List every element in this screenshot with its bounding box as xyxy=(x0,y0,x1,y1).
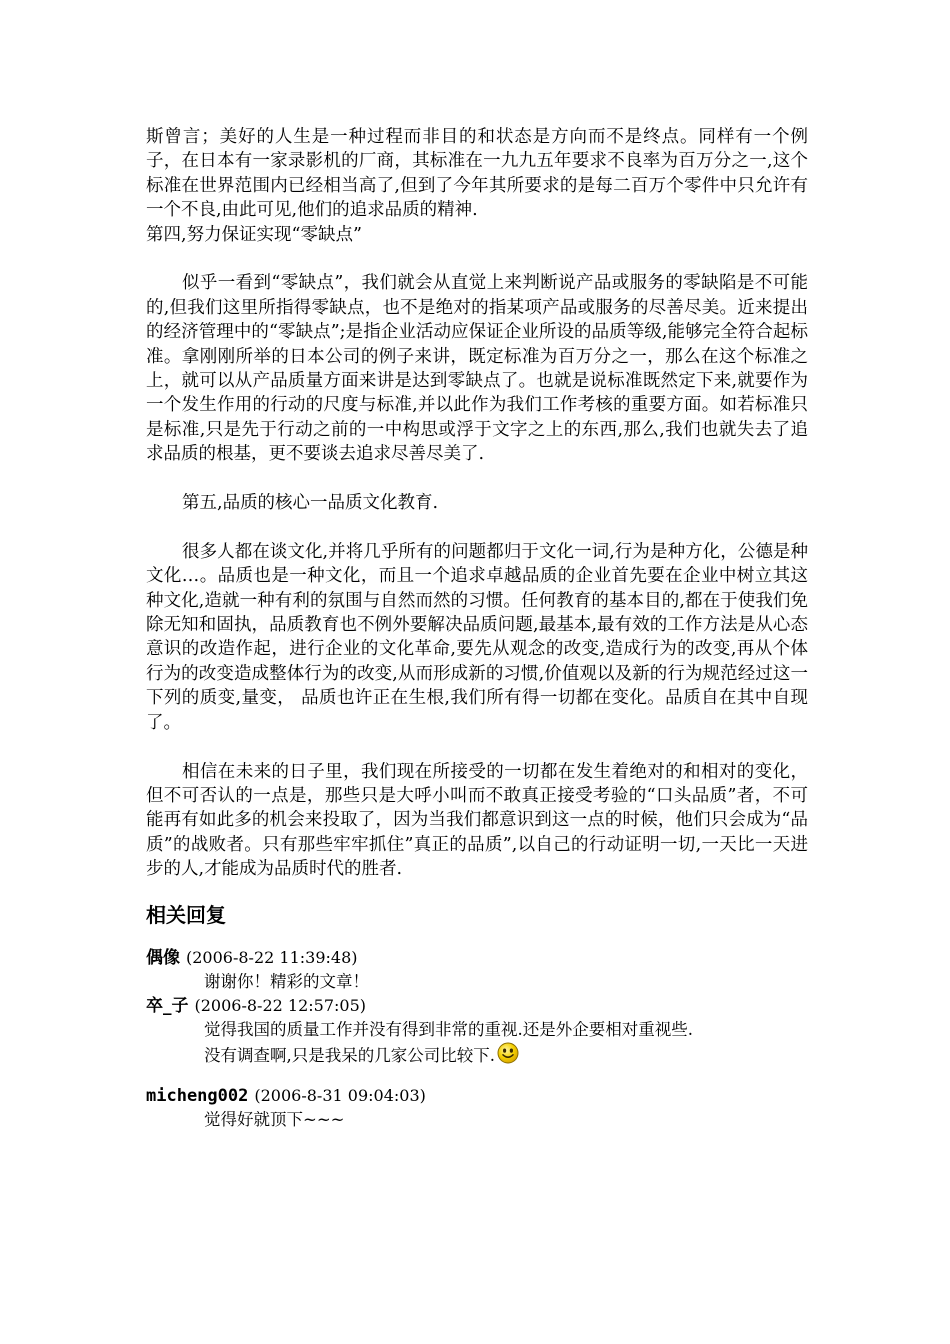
reply-line: 觉得我国的质量工作并没有得到非常的重视.还是外企要相对重视些. xyxy=(204,1019,693,1039)
paragraph-gap xyxy=(146,515,808,539)
article-paragraph-culture: 很多人都在谈文化,并将几乎所有的问题都归于文化一词,行为是种方化，公德是种文化…。品质也是一种文化，而且一个追求卓越品质的企业首先要在企业中树立其这种文化,造就一种有利的氛围与自然而然的习惯。任何教育的基本目的,都在于使我们免除无知和固执，品质教育也不例外要解决品质问题,最基本,最有效的工作方法是从心态意识的改造作起，进行企业的文化革命,要先从观念的改变,造成行为的改变,再从个体行为的改变造成整体行为的改变,从而形成新的习惯,价值观以及新的行为规范经过这一下列的质变,量变， 品质也许正在生根,我们所有得一切都在变化。品质自在其中自现了。 xyxy=(146,541,808,733)
article-paragraph-zero-defect: 似乎一看到“零缺点”，我们就会从直觉上来判断说产品或服务的零缺陷是不可能的,但我们这里所指得零缺点，也不是绝对的指某项产品或服务的尽善尽美。近来提出的经济管理中的“零缺点”;是指企业活动应保证企业所设的品质等级,能够完全符合起标准。拿刚刚所举的日本公司的例子来讲，既定标准为百万分之一，那么在这个标准之上，就可以从产品质量方面来讲是达到零缺点了。也就是说标准既然定下来,就要作为一个发生作用的行动的尺度与标准,并以此作为我们工作考核的重要方面。如若标准只是标准,只是先于行动之前的一中构思或浮于文字之上的东西,那么,我们也就失去了追求品质的根基，更不要谈去追求尽善尽美了. xyxy=(146,273,808,465)
reply-author[interactable]: micheng002 xyxy=(146,1085,249,1106)
reply-item xyxy=(146,994,808,1068)
reply-body xyxy=(146,1018,808,1068)
reply-timestamp: (2006-8-22 11:39:48) xyxy=(186,947,358,967)
reply-header xyxy=(146,994,808,1018)
reply-item xyxy=(146,1084,808,1132)
reply-body xyxy=(146,1108,808,1132)
section-four-heading: 第四,努力保证实现“零缺点” xyxy=(146,224,362,245)
reply-line: 谢谢你！精彩的文章！ xyxy=(204,971,369,991)
replies-list xyxy=(146,946,808,1132)
reply-author[interactable]: 卒_子 xyxy=(146,995,189,1016)
reply-header xyxy=(146,1084,808,1108)
reply-timestamp: (2006-8-31 09:04:03) xyxy=(254,1085,426,1105)
article-paragraph-continuation: 斯曾言；美好的人生是一种过程而非目的和状态是方向而不是终点。同样有一个例子，在日本有一家录影机的厂商，其标准在一九九五年要求不良率为百万分之一,这个标准在世界范围内已经相当高了,但到了今年其所要求的是每二百万个零件中只允许有一个不良,由此可见,他们的追求品质的精神. xyxy=(146,127,808,221)
article-paragraph-conclusion: 相信在未来的日子里，我们现在所接受的一切都在发生着绝对的和相对的变化，但不可否认的一点是，那些只是大呼小叫而不敢真正接受考验的“口头品质”者，不可能再有如此多的机会来投取了，因为当我们都意识到这一点的时候，他们只会成为“品质”的战败者。只有那些牢牢抓住”真正的品质”,以自己的行动证明一切,一天比一天进步的人,才能成为品质时代的胜者. xyxy=(146,761,808,880)
section-five-heading: 第五,品质的核心一品质文化教育. xyxy=(182,493,439,514)
paragraph-gap xyxy=(146,247,808,271)
reply-timestamp: (2006-8-22 12:57:05) xyxy=(194,995,366,1015)
document-page xyxy=(146,125,808,1132)
reply-item xyxy=(146,946,808,994)
reply-line: 觉得好就顶下~~~ xyxy=(204,1109,345,1129)
reply-header xyxy=(146,946,808,970)
smiley-face-icon xyxy=(497,1042,519,1064)
reply-gap xyxy=(146,1068,808,1084)
paragraph-gap xyxy=(146,467,808,491)
reply-line: 没有调查啊,只是我呆的几家公司比较下. xyxy=(204,1045,495,1065)
reply-author[interactable]: 偶像 xyxy=(146,947,180,968)
paragraph-gap xyxy=(146,735,808,759)
reply-line-with-emoticon xyxy=(204,1042,808,1068)
related-replies-heading: 相关回复 xyxy=(146,902,226,927)
reply-body xyxy=(146,970,808,994)
